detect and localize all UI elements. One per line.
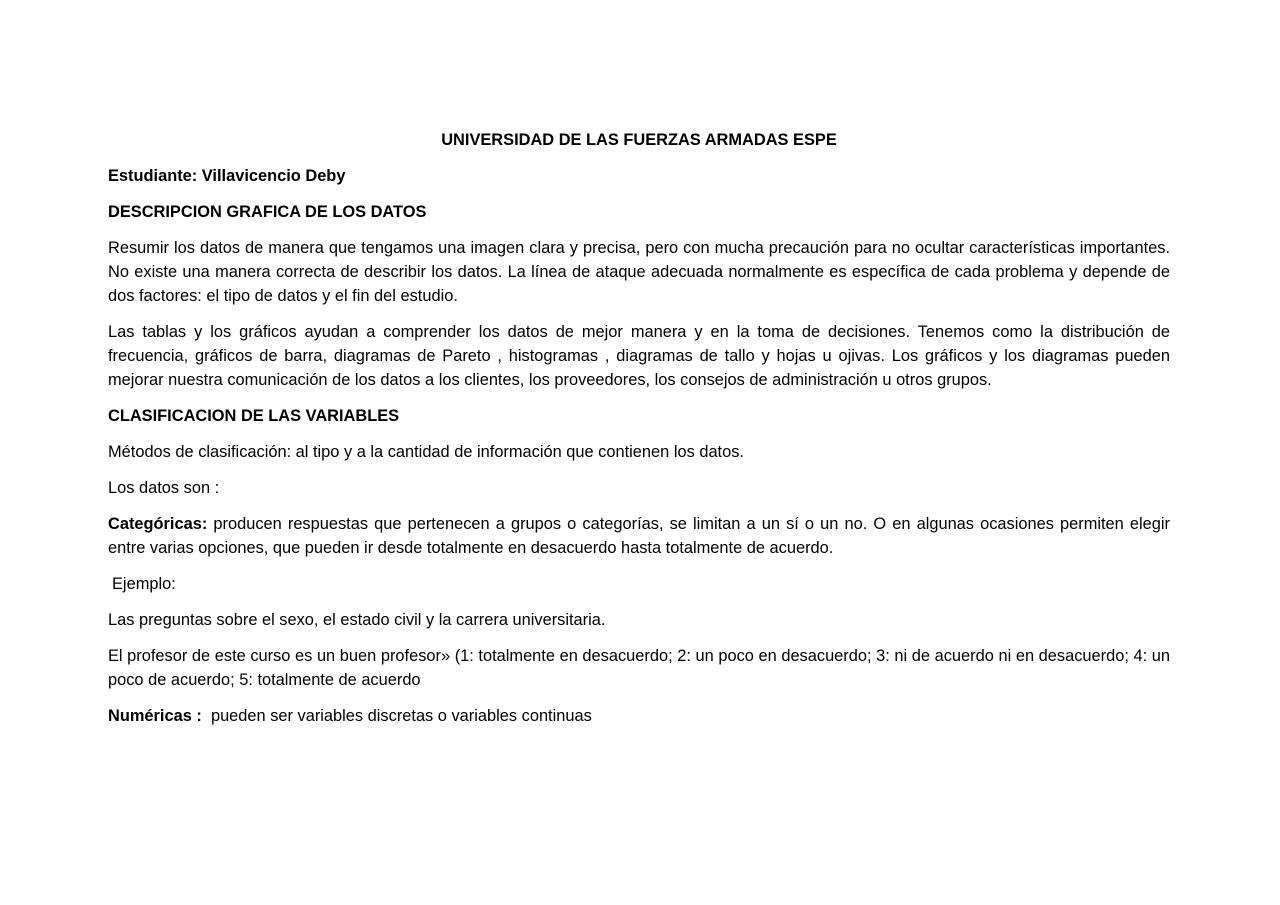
paragraph-tables-graphs: Las tablas y los gráficos ayudan a comprender los datos de mejor manera y en la toma de decisiones. Tenemos como la distribución de frecuencia, gráficos de barra, diagramas de Pareto , histogramas , diagramas de tallo y hojas u ojivas. Los gráficos y los diagramas pueden mejorar nuestra comunicación de los datos a los clientes, los proveedores, los consejos de administración u otros grupos. xyxy=(108,323,1170,389)
document-title: UNIVERSIDAD DE LAS FUERZAS ARMADAS ESPE xyxy=(441,131,837,149)
categoricas-text: producen respuestas que pertenecen a grupos o categorías, se limitan a un sí o un no. O en algunas ocasiones permiten elegir entre varias opciones, que pueden ir desde totalmente en desacuerdo hasta totalmente de acuerdo. xyxy=(108,515,1170,557)
numericas-label: Numéricas : xyxy=(108,707,202,725)
paragraph-numericas xyxy=(108,704,1170,728)
document-page xyxy=(108,128,1170,740)
paragraph-summary: Resumir los datos de manera que tengamos una imagen clara y precisa, pero con mucha precaución para no ocultar características importantes. No existe una manera correcta de describir los datos. La línea de ataque adecuada normalmente es específica de cada problema y depende de dos factores: el tipo de datos y el fin del estudio. xyxy=(108,239,1170,305)
example-line-2: El profesor de este curso es un buen profesor» (1: totalmente en desacuerdo; 2: un poco en desacuerdo; 3: ni de acuerdo ni en desacuerdo; 4: un poco de acuerdo; 5: totalmente de acuerdo xyxy=(108,647,1170,689)
categoricas-label: Categóricas: xyxy=(108,515,208,533)
example-line-1: Las preguntas sobre el sexo, el estado civil y la carrera universitaria. xyxy=(108,611,606,629)
methods-line: Métodos de clasificación: al tipo y a la cantidad de información que contienen los datos. xyxy=(108,443,744,461)
section-heading-classification: CLASIFICACION DE LAS VARIABLES xyxy=(108,407,400,425)
numericas-text: pueden ser variables discretas o variables continuas xyxy=(201,707,592,725)
section-heading-description: DESCRIPCION GRAFICA DE LOS DATOS xyxy=(108,203,427,221)
paragraph-categoricas xyxy=(108,512,1170,560)
example-label: Ejemplo: xyxy=(112,575,176,593)
data-are-line: Los datos son : xyxy=(108,479,220,497)
student-line: Estudiante: Villavicencio Deby xyxy=(108,167,346,185)
